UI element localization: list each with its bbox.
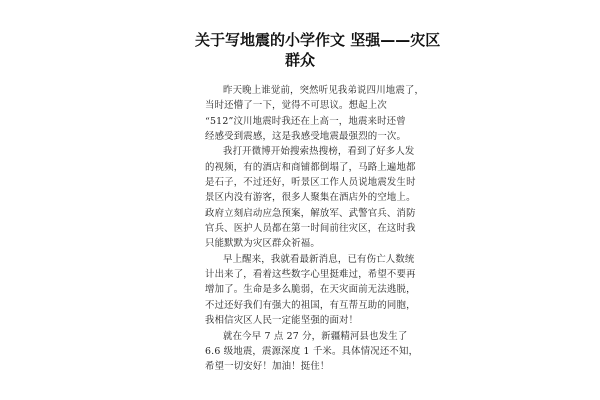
paragraph-line: 只能默默为灾区群众祈福。 [205, 238, 320, 250]
paragraph-line: 官兵、医护人员都在第一时间前往灾区，在这时我 [205, 223, 416, 235]
paragraph-line: 计出来了，看着这些数字心里挺难过，希望不要再 [205, 269, 416, 281]
paragraph-line: 不过还好我们有强大的祖国，有互帮互助的同胞， [205, 299, 416, 311]
title-line: 群众 [284, 51, 315, 69]
article-title [195, 30, 441, 70]
paragraph-line: 是石子，不过还好，听景区工作人员说地震发生时 [205, 177, 416, 189]
title-line: 关于写地震的小学作文 坚强——灾区 [195, 31, 441, 49]
article-body [205, 83, 425, 375]
paragraph-line: 就在今早 7 点 27 分，新疆精河县也发生了 [223, 330, 408, 342]
paragraph-line: 的视频，有的酒店和商铺都倒塌了，马路上遍地都 [205, 161, 416, 173]
paragraph-line: 昨天晚上谁觉前，突然听见我弟说四川地震了， [223, 85, 425, 96]
paragraph-line: 早上醒来，我就看最新消息，已有伤亡人数统 [223, 253, 415, 265]
paragraph-line: 希望一切安好！加油！挺住！ [205, 361, 330, 373]
paragraph-line: 景区内没有游客，很多人聚集在酒店外的空地上。 [205, 192, 416, 204]
paragraph [205, 329, 419, 375]
paragraph-line: 我打开微博开始搜索热搜榜，看到了好多人发 [223, 146, 415, 158]
paragraph [205, 144, 416, 251]
paragraph-line: 我相信灾区人民一定能坚强的面对！ [205, 315, 359, 327]
paragraph-line: 6.6 级地震，震源深度 1 千米。具体情况还不知， [205, 345, 419, 357]
paragraph [205, 83, 425, 144]
paragraph-line: 增加了。生命是多么脆弱，在天灾面前无法逃脱， [205, 284, 416, 296]
paragraph-line: 经感受到震感，这是我感受地震最强烈的一次。 [205, 131, 407, 143]
paragraph-line: “512”汶川地震时我还在上高一，地震来时还曾 [205, 115, 406, 127]
paragraph [205, 252, 416, 329]
paragraph-line: 当时还懵了一下，觉得不可思议。想起上次 [205, 100, 387, 112]
paragraph-line: 政府立刻启动应急预案，解放军、武警官兵、消防 [205, 207, 416, 219]
